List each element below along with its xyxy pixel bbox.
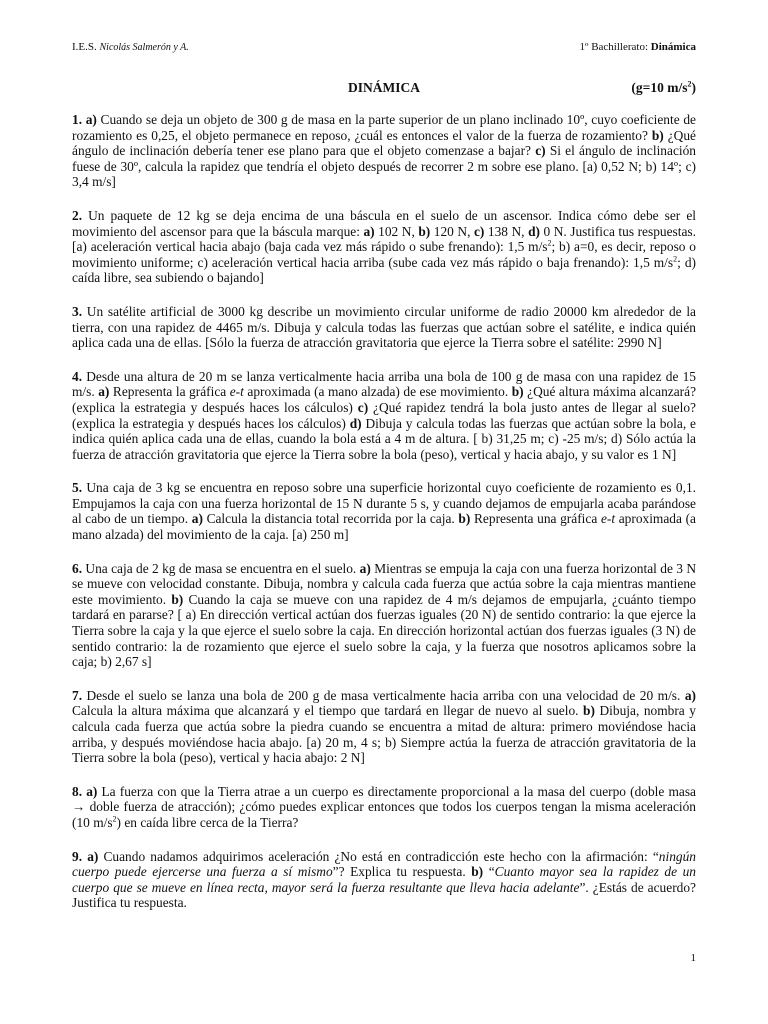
- problem-6: 6. Una caja de 2 kg de masa se encuentra en el suelo. a) Mientras se empuja la caja con una fuerza horizontal de 3 N se mueve con velocidad constante. Dibuja, nombra y calcula cada fuerza que actúa sobre la caja mientras mantiene este movimiento. b) Cuando la caja se mueve con una rapidez de 4 m/s dejamos de empujarla, ¿cuánto tiempo tardará en pararse? [ a) En dirección vertical actúan dos fuerzas iguales (20 N) de sentido contrario: la que ejerce la Tierra sobre la caja y la que ejerce el suelo sobre la caja. En dirección horizontal actúan dos fuerzas iguales (3 N) de sentido contrario: la de rozamiento que ejerce el suelo sobre la caja, y la fuerza que nosotros aplicamos sobre la caja; b) 2,67 s]: [72, 560, 696, 670]
- header-topic: Dinámica: [650, 41, 696, 53]
- problem-3: 3. Un satélite artificial de 3000 kg describe un movimiento circular uniforme de radio 20000 km alrededor de la tierra, con una rapidez de 4465 m/s. Dibuja y calcula todas las fuerzas que actúan sobre el satélite, e indica quién aplica cada una de ellas. [Sólo la fuerza de atracción gravitatoria que ejerce la Tierra sobre el satélite: 2990 N]: [72, 303, 696, 351]
- page-header: [72, 40, 696, 55]
- header-course: 1º Bachillerato: Dinámica: [579, 41, 696, 53]
- problem-1: 1. a) Cuando se deja un objeto de 300 g de masa en la parte superior de un plano inclinado 10º, cuyo coeficiente de rozamiento es 0,25, el objeto permanece en reposo, ¿cuál es entonces el valor de la fuerza de rozamiento? b) ¿Qué ángulo de inclinación debería tener ese plano para que el objeto comenzase a bajar? c) Si el ángulo de inclinación fuese de 30º, calcula la rapidez que tendría el objeto después de recorrer 2 m sobre ese plano. [a) 0,52 N; b) 14º; c) 3,4 m/s]: [72, 112, 696, 190]
- page-title: DINÁMICA: [348, 80, 420, 95]
- document-page: [72, 40, 696, 911]
- gravity-note: (g=10 $m/s^2$): [631, 79, 696, 95]
- title-row: [72, 80, 696, 100]
- page-number: 1: [690, 952, 696, 964]
- header-school: I.E.S. Nicolás Salmerón y A.: [72, 41, 189, 53]
- header-school-name: Nicolás Salmerón y A.: [99, 42, 189, 53]
- problem-2: 2. Un paquete de 12 kg se deja encima de una báscula en el suelo de un ascensor. Indica cómo debe ser el movimiento del ascensor para que la báscula marque: a) 102 N, b) 120 N, c) 138 N, d) 0 N. Justifica tus respuestas. [a) aceleración vertical hacia abajo (baja cada vez más rápido o sube frenando): 1,5 $m/s^2$; b) a=0, es decir, reposo o movimiento uniforme; c) aceleración vertical hacia arriba (sube cada vez más rápido o baja frenando): 1,5 $m/s^2$; d) caída libre, sea subiendo o bajando]: [72, 207, 697, 286]
- problem-9: 9. a) Cuando nadamos adquirimos aceleración ¿No está en contradicción este hecho con la afirmación: “ningún cuerpo puede ejercerse una fuerza a sí mismo”? Explica tu respuesta. b) “Cuanto mayor sea la rapidez de un cuerpo que se mueve en línea recta, mayor será la fuerza resultante que lleva hacia adelante”. ¿Estás de acuerdo? Justifica tu respuesta.: [72, 848, 696, 911]
- problem-8: 8. a) La fuerza con que la Tierra atrae a un cuerpo es directamente proporcional a la masa del cuerpo (doble masa → doble fuerza de atracción); ¿cómo puedes explicar entonces que todos los cuerpos tengan la misma aceleración (10 $m/s^2$) en caída libre cerca de la Tierra?: [72, 783, 696, 830]
- problem-7: 7. Desde el suelo se lanza una bola de 200 g de masa verticalmente hacia arriba con una velocidad de 20 m/s. a) Calcula la altura máxima que alcanzará y el tiempo que tardará en llegar de nuevo al suelo. b) Dibuja, nombra y calcula cada fuerza que actúa sobre la piedra cuando se encuentra a mitad de altura: primero moviéndose hacia arriba, y después moviéndose hacia abajo. [a) 20 m, 4 s; b) Siempre actúa la fuerza de atracción gravitatoria de la Tierra sobre la bola (peso), vertical y hacia abajo: 2 N]: [72, 687, 696, 766]
- problem-4: 4. Desde una altura de 20 m se lanza verticalmente hacia arriba una bola de 100 g de masa con una rapidez de 15 m/s. a) Representa la gráfica e-t aproximada (a mano alzada) de ese movimiento. b) ¿Qué altura máxima alcanzará? (explica la estrategia y después haces los cálculos) c) ¿Qué rapidez tendrá la bola justo antes de llegar al suelo? (explica la estrategia y después haces los cálculos) d) Dibuja y calcula todas las fuerzas que actúan sobre la bola, e indica quién aplica cada una de ellas, cuando la bola está a 4 m de altura. [ b) 31,25 m; c) -25 m/s; d) Sólo actúa la fuerza de atracción gravitatoria que ejerce la Tierra sobre la bola (peso), vertical y hacia abajo, y su valor es 1 N]: [72, 368, 697, 462]
- problem-5: 5. Una caja de 3 kg se encuentra en reposo sobre una superficie horizontal cuyo coeficiente de rozamiento es 0,1. Empujamos la caja con una fuerza horizontal de 15 N durante 5 s, y cuando dejamos de empujarla acaba parándose al cabo de un tiempo. a) Calcula la distancia total recorrida por la caja. b) Representa una gráfica e-t aproximada (a mano alzada) del movimiento de la caja. [a) 250 m]: [72, 480, 696, 543]
